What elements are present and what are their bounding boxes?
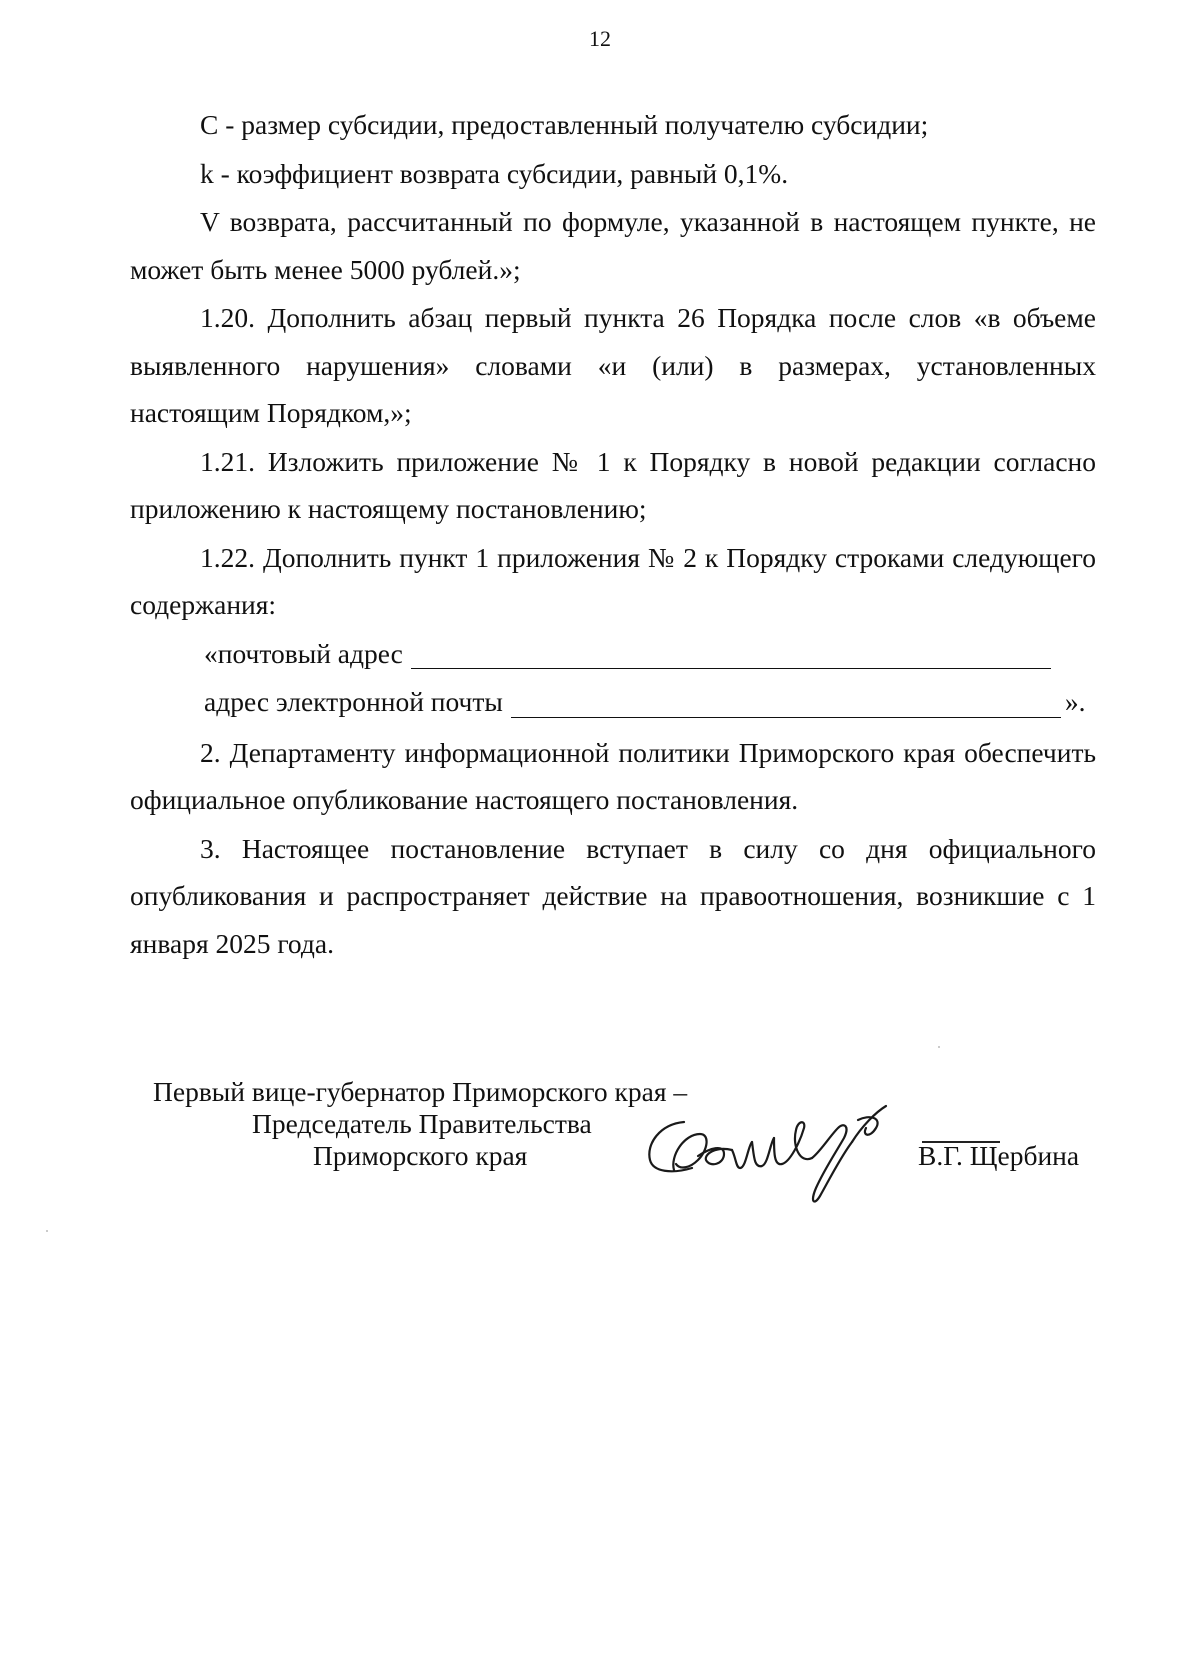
paragraph-item-1-20: 1.20. Дополнить абзац первый пункта 26 Порядка после слов «в объеме выявленного нарушения» словами «и (или) в размерах, установленных настоящим Порядком,»;: [130, 302, 1096, 428]
postal-address-label: «почтовый адрес: [204, 637, 403, 669]
handwritten-signature: [640, 1098, 910, 1218]
paragraph-item-1-21: 1.21. Изложить приложение № 1 к Порядку в новой редакции согласно приложению к настоящему постановлению;: [130, 445, 1096, 524]
paragraph-item-3: 3. Настоящее постановление вступает в силу со дня официального опубликования и распространяет действие на правоотношения, возникшие с 1 января 2025 года.: [130, 832, 1096, 959]
paragraph-item-1-22: 1.22. Дополнить пункт 1 приложения № 2 к Порядку строками следующего содержания:: [130, 541, 1096, 620]
signatory-title-line-3: Приморского края: [313, 1140, 528, 1171]
scan-speck: [938, 1046, 940, 1048]
paragraph-item-2: 2. Департаменту информационной политики Приморского края обеспечить официальное опубликование настоящего постановления.: [130, 736, 1096, 815]
email-address-field: [130, 678, 1096, 726]
postal-address-blank: [411, 638, 1051, 669]
postal-address-field: [130, 630, 1096, 678]
paragraph-return-volume: V возврата, рассчитанный по формуле, указанной в настоящем пункте, не может быть менее 5000 рублей.»;: [130, 206, 1096, 285]
email-address-label: адрес электронной почты: [204, 686, 503, 717]
signatory-title-line-1: Первый вице-губернатор Приморского края –: [153, 1076, 688, 1107]
signer-name: В.Г. Щербина: [918, 1140, 1080, 1171]
paragraph-return-coefficient: k - коэффициент возврата субсидии, равный 0,1%.: [200, 157, 789, 189]
page-number: 12: [589, 26, 611, 51]
signatory-title-line-2: Председатель Правительства: [252, 1108, 592, 1139]
paragraph-subsidy-size: С - размер субсидии, предоставленный получателю субсидии;: [200, 109, 929, 140]
email-address-blank: [511, 687, 1061, 718]
document-body: [130, 101, 1096, 967]
scan-speck: [46, 1230, 48, 1232]
email-address-suffix: ».: [1064, 686, 1086, 717]
